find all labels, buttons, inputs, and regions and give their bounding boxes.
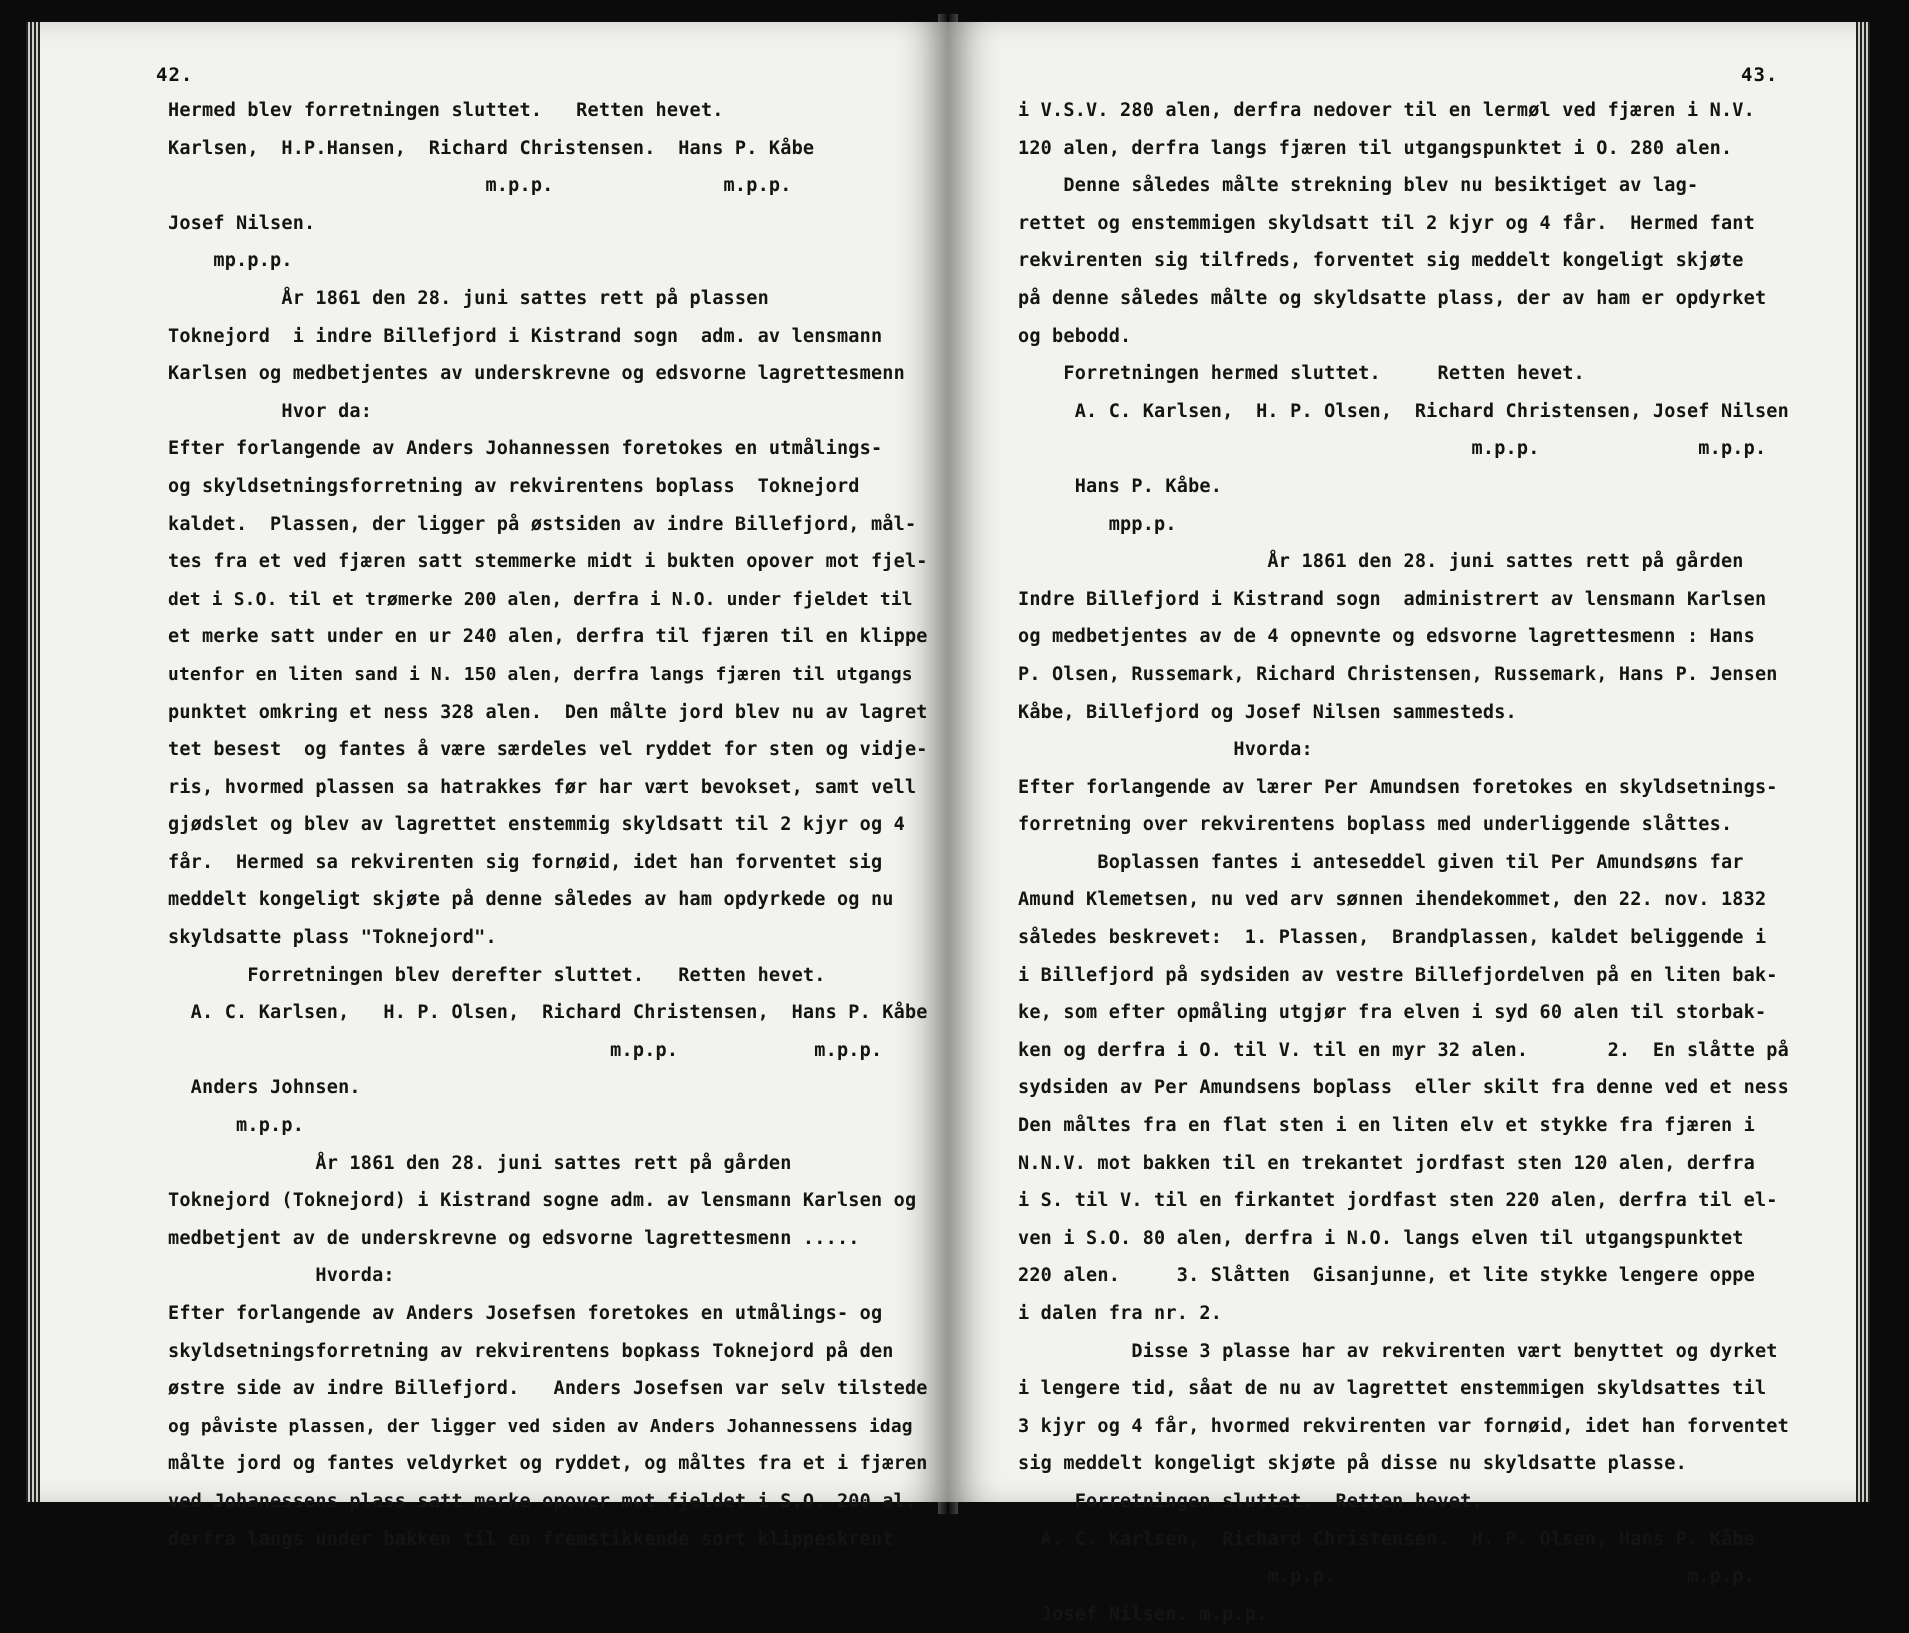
- text-line: rekvirenten sig tilfreds, forventet sig meddelt kongeligt skjøte: [1018, 250, 1744, 272]
- text-line: Karlsen, H.P.Hansen, Richard Christensen. Hans P. Kåbe: [168, 137, 815, 159]
- text-line: således beskrevet: 1. Plassen, Brandplassen, kaldet beliggende i: [1018, 927, 1767, 949]
- page-edge: [26, 22, 40, 1502]
- text-line: skyldsatte plass "Toknejord".: [168, 927, 497, 949]
- text-line: tet besest og fantes å være særdeles vel ryddet for sten og vidje-: [168, 739, 928, 761]
- text-line: Hans P. Kåbe.: [1018, 475, 1223, 497]
- text-line: i lengere tid, såat de nu av lagrettet enstemmigen skyldsattes til: [1018, 1378, 1767, 1400]
- text-line: 3 kjyr og 4 får, hvormed rekvirenten var fornøid, idet han forventet: [1018, 1415, 1789, 1437]
- page-edge: [1856, 22, 1870, 1502]
- text-line: Josef Nilsen.: [168, 212, 316, 234]
- text-line: ven i S.O. 80 alen, derfra i N.O. langs elven til utgangspunktet: [1018, 1227, 1744, 1249]
- text-line: Amund Klemetsen, nu ved arv sønnen ihendekommet, den 22. nov. 1832: [1018, 889, 1767, 911]
- text-line: i S. til V. til en firkantet jordfast sten 220 alen, derfra til el-: [1018, 1190, 1778, 1212]
- left-page: [28, 22, 948, 1550]
- text-line: og bebodd.: [1018, 325, 1132, 347]
- text-line: A. C. Karlsen, Richard Christensen. H. P. Olsen, Hans P. Kåbe: [1018, 1528, 1755, 1550]
- text-line: Toknejord (Toknejord) i Kistrand sogne adm. av lensmann Karlsen og: [168, 1190, 917, 1212]
- text-line: Efter forlangende av lærer Per Amundsen foretokes en skyldsetnings-: [1018, 776, 1778, 798]
- text-line: medbetjent av de underskrevne og edsvorne lagrettesmenn .....: [168, 1227, 860, 1249]
- text-line: Hermed blev forretningen sluttet. Retten hevet.: [168, 100, 724, 121]
- text-line: Toknejord i indre Billefjord i Kistrand sogn adm. av lensmann: [168, 325, 883, 347]
- text-line: og medbetjentes av de 4 opnevnte og edsvorne lagrettesmenn : Hans: [1018, 626, 1755, 648]
- text-line: Josef Nilsen. m.p.p.: [1018, 1603, 1268, 1625]
- text-line: et merke satt under en ur 240 alen, derfra til fjæren til en klippe: [168, 626, 928, 648]
- text-line: forretning over rekvirentens boplass med underliggende slåttes.: [1018, 814, 1733, 836]
- page-number: 42.: [156, 64, 194, 86]
- text-line: skyldsetningsforretning av rekvirentens bopkass Toknejord på den: [168, 1340, 894, 1362]
- text-line: mp.p.p.: [168, 250, 293, 272]
- text-line: Efter forlangende av Anders Josefsen foretokes en utmålings- og: [168, 1303, 883, 1324]
- text-line: Boplassen fantes i anteseddel given til Per Amundsøns far: [1018, 851, 1744, 873]
- text-line: m.p.p. m.p.p.: [1018, 438, 1767, 460]
- text-line: ved Johanessens plass satt merke opover mot fjeldet i S.O. 200 al.: [168, 1490, 917, 1512]
- text-line: derfra langs under bakken til en fremstikkende sort klippeskrent: [168, 1528, 894, 1550]
- text-line: 120 alen, derfra langs fjæren til utgangspunktet i O. 280 alen.: [1018, 137, 1733, 159]
- text-line: gjødslet og blev av lagrettet enstemmig skyldsatt til 2 kjyr og 4: [168, 814, 905, 836]
- right-page: [948, 22, 1868, 1625]
- text-line: m.p.p. m.p.p.: [168, 175, 792, 197]
- text-line: det i S.O. til et trømerke 200 alen, derfra i N.O. under fjeldet til: [168, 588, 913, 610]
- text-line: År 1861 den 28. juni sattes rett på plassen: [168, 287, 769, 309]
- text-line: N.N.V. mot bakken til en trekantet jordfast sten 120 alen, derfra: [1018, 1152, 1755, 1174]
- right-page-text: [1018, 92, 1848, 1633]
- text-line: År 1861 den 28. juni sattes rett på gården: [168, 1152, 792, 1174]
- text-line: Forretningen sluttet. Retten hevet.: [1018, 1490, 1483, 1512]
- text-line: m.p.p. m.p.p.: [1018, 1566, 1755, 1588]
- text-line: Forretningen blev derefter sluttet. Retten hevet.: [168, 964, 826, 986]
- text-line: Hvor da:: [168, 400, 373, 422]
- text-line: punktet omkring et ness 328 alen. Den målte jord blev nu av lagret: [168, 701, 928, 723]
- text-line: År 1861 den 28. juni sattes rett på gården: [1018, 551, 1744, 573]
- text-line: tes fra et ved fjæren satt stemmerke midt i bukten opover mot fjel-: [168, 551, 928, 573]
- text-line: østre side av indre Billefjord. Anders Josefsen var selv tilstede: [168, 1378, 928, 1400]
- text-line: sig meddelt kongeligt skjøte på disse nu skyldsatte plasse.: [1018, 1453, 1687, 1475]
- text-line: Hvorda:: [1018, 739, 1313, 761]
- text-line: i dalen fra nr. 2.: [1018, 1303, 1223, 1324]
- text-line: sydsiden av Per Amundsens boplass eller skilt fra denne ved et ness: [1018, 1077, 1789, 1099]
- text-line: og skyldsetningsforretning av rekvirentens boplass Toknejord: [168, 475, 860, 497]
- text-line: P. Olsen, Russemark, Richard Christensen, Russemark, Hans P. Jensen: [1018, 663, 1778, 685]
- text-line: Indre Billefjord i Kistrand sogn administrert av lensmann Karlsen: [1018, 588, 1767, 610]
- text-line: A. C. Karlsen, H. P. Olsen, Richard Christensen, Hans P. Kåbe: [168, 1002, 928, 1024]
- left-page-text: [168, 92, 928, 1558]
- text-line: Efter forlangende av Anders Johannessen foretokes en utmålings-: [168, 438, 883, 460]
- text-line: m.p.p.: [168, 1115, 305, 1137]
- text-line: 220 alen. 3. Slåtten Gisanjunne, et lite stykke lengere oppe: [1018, 1265, 1755, 1287]
- text-line: A. C. Karlsen, H. P. Olsen, Richard Christensen, Josef Nilsen: [1018, 400, 1789, 422]
- text-line: Karlsen og medbetjentes av underskrevne og edsvorne lagrettesmenn: [168, 363, 905, 385]
- text-line: i Billefjord på sydsiden av vestre Billefjordelven på en liten bak-: [1018, 964, 1778, 986]
- text-line: får. Hermed sa rekvirenten sig fornøid, idet han forventet sig: [168, 851, 883, 873]
- text-line: m.p.p. m.p.p.: [168, 1039, 883, 1061]
- text-line: Forretningen hermed sluttet. Retten hevet.: [1018, 363, 1585, 385]
- text-line: Anders Johnsen.: [168, 1077, 361, 1099]
- text-line: i V.S.V. 280 alen, derfra nedover til en lermøl ved fjæren i N.V.: [1018, 100, 1755, 121]
- text-line: ke, som efter opmåling utgjør fra elven i syd 60 alen til storbak-: [1018, 1002, 1767, 1024]
- page-number: 43.: [1741, 64, 1779, 86]
- text-line: Den måltes fra en flat sten i en liten elv et stykke fra fjæren i: [1018, 1115, 1755, 1137]
- text-line: meddelt kongeligt skjøte på denne således av ham opdyrkede og nu: [168, 889, 894, 911]
- text-line: Disse 3 plasse har av rekvirenten vært benyttet og dyrket: [1018, 1340, 1778, 1362]
- text-line: utenfor en liten sand i N. 150 alen, derfra langs fjæren til utgangs: [168, 663, 913, 685]
- text-line: Denne således målte strekning blev nu besiktiget av lag-: [1018, 175, 1699, 197]
- text-line: rettet og enstemmigen skyldsatt til 2 kjyr og 4 får. Hermed fant: [1018, 212, 1755, 234]
- text-line: kaldet. Plassen, der ligger på østsiden av indre Billefjord, mål-: [168, 513, 917, 535]
- text-line: ris, hvormed plassen sa hatrakkes før har vært bevokset, samt vell: [168, 776, 917, 798]
- text-line: ken og derfra i O. til V. til en myr 32 alen. 2. En slåtte på: [1018, 1039, 1789, 1061]
- text-line: målte jord og fantes veldyrket og ryddet, og måltes fra et i fjæren: [168, 1453, 928, 1475]
- text-line: Kåbe, Billefjord og Josef Nilsen sammesteds.: [1018, 701, 1517, 723]
- text-line: mpp.p.: [1018, 513, 1177, 535]
- text-line: på denne således målte og skyldsatte plass, der av ham er opdyrket: [1018, 287, 1767, 309]
- text-line: og påviste plassen, der ligger ved siden av Anders Johannessens idag: [168, 1415, 913, 1437]
- text-line: Hvorda:: [168, 1265, 395, 1287]
